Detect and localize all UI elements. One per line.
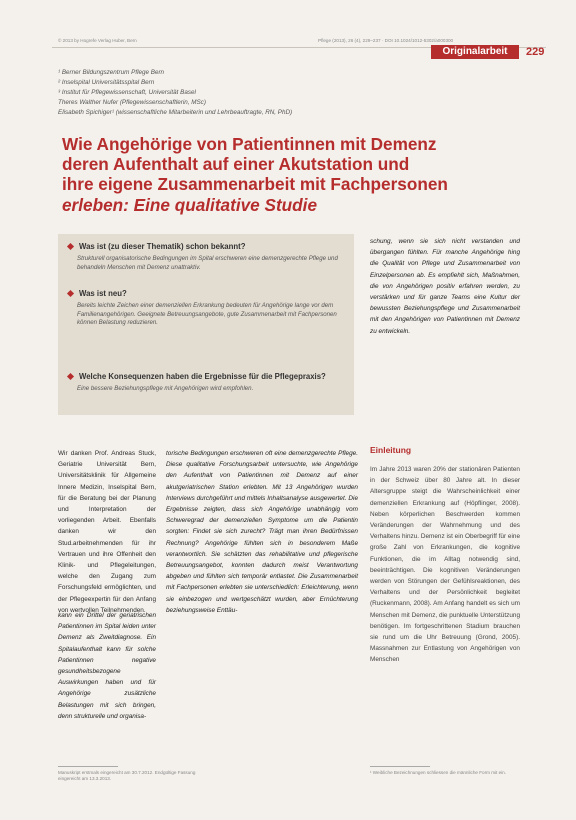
affiliation-3: ³ Institut für Pflegewissenschaft, Universität Basel bbox=[58, 89, 196, 96]
page-number: 229 bbox=[526, 46, 545, 58]
title-line-3: ihre eigene Zusammenarbeit mit Fachpersonen bbox=[62, 174, 448, 195]
author-2: Elisabeth Spichiger¹ (wissenschaftliche Mitarbeiterin und Lehrbeauftragte, RN, PhD) bbox=[58, 109, 293, 116]
footnote-rule-right bbox=[370, 766, 430, 767]
question-3: Welche Konsequenzen haben die Ergebnisse für die Pflegepraxis? bbox=[68, 372, 326, 381]
diamond-bullet-icon bbox=[67, 290, 74, 297]
answer-2: Bereits leichte Zeichen einer demenziellen Erkrankung bedeuten für Angehörige lange vor dem Familienangehörigen. Geeignete Betreuungsangebote, gute Zusammenarbeit mit Fachpersonen können Belastung reduzieren. bbox=[77, 302, 337, 327]
title-line-1: Wie Angehörige von Patientinnen mit Demenz bbox=[62, 134, 437, 154]
abstract-middle: torische Bedingungen erschweren oft eine demenzgerechte Pflege. Diese qualitative Forschungsarbeit untersuchte, wie Angehörige den Aufenthalt von Patientinnen mit Demenz auf einer akutgeriatrischen Station erlebten. Mit 13 Angehörigen wurden Interviews durchgeführt und mittels Inhaltsanalyse ausgewertet. Die Ergebnisse zeigten, dass sich Angehörige unabhängig vom Schweregrad der demenziellen Symptome um die Patientin sorgten: Findet sie sich zurecht? Trägt man ihren Bedürfnissen Rechnung? Angehörige fühlten sich in besonderem Maße verantwortlich. Sie schätzten das rehabilitative und pflegerische Betreuungsangebot, konnten dadurch meist Verantwortung abgeben und fühlten sich temporär entlastet. Die Zusammenarbeit mit Fachpersonen erlebten sie unterschiedlich: Erleichterung, wenn sie einbezogen und wertgeschätzt wurden, aber Ernüchterung beziehungsweise Enttäu- bbox=[166, 450, 358, 614]
article-title bbox=[62, 134, 532, 215]
section-badge: Originalarbeit bbox=[431, 45, 519, 59]
abstract-continuation: schung, wenn sie sich nicht verstanden und übergangen fühlten. Für manche Angehörige hing die Qualität von Pflege und Zusammenarbeit von Einzelpersonen ab. Es empfiehlt sich, Maßnahmen, die von Angehörigen positiv erfahren werden, zu verstärken und für ganze Teams eine Kultur der bewussten Beziehungspflege und Zusammenarbeit mit den Angehörigen von Patientinnen mit Demenz zu entwickeln. bbox=[370, 238, 520, 335]
affiliation-1: ¹ Berner Bildungszentrum Pflege Bern bbox=[58, 69, 165, 76]
affiliation-2: ² Inselspital Universitätsspital Bern bbox=[58, 79, 155, 86]
diamond-bullet-icon bbox=[67, 373, 74, 380]
section-heading-einleitung: Einleitung bbox=[370, 445, 412, 455]
footnote-rule-left bbox=[58, 766, 118, 767]
question-1: Was ist (zu dieser Thematik) schon bekannt? bbox=[68, 242, 246, 251]
acknowledgements: Wir danken Prof. Andreas Stuck, Geriatrie Universität Bern, Universitätsklinik für Allgemeine Innere Medizin, Inselspital Bern, für die Beratung bei der Planung und Interpretation der vorliegenden Arbeit. Ebenfalls danken wir den Stud.arbeitnehmenden für ihr Vertrauen und ihre Offenheit den Klinik- und Pflegeleitungen, welche den Zugang zum Forschungsfeld ermöglichten, und der Pflegeexpertin für den Anfang von wertvollen Teilnehmenden. bbox=[58, 450, 156, 614]
question-2: Was ist neu? bbox=[68, 289, 127, 298]
abstract-start: kann ein Drittel der geriatrischen Patientinnen im Spital leiden unter Demenz als Zweitdiagnose. Ein Spitalaufenthalt kann für solche Patientinnen negative gesundheitsbezogene Auswirkungen haben und für Angehörige zusätzliche Belastungen mit sich bringen, denn strukturelle und organisa- bbox=[58, 612, 156, 720]
title-line-4: erleben: Eine qualitative Studie bbox=[62, 194, 318, 215]
answer-3: Eine bessere Beziehungspflege mit Angehörigen wird empfohlen. bbox=[77, 385, 254, 392]
diamond-bullet-icon bbox=[67, 243, 74, 250]
footnote-right: ¹ Weibliche Bezeichnungen schliessen die männliche Form mit ein. bbox=[370, 770, 507, 775]
running-header-right: Pflege (2013), 26 (4), 229–237 · DOI 10.1024/1012-5302/a000300 bbox=[318, 38, 454, 43]
running-header-left: © 2013 by Hogrefe Verlag Huber, Bern bbox=[58, 38, 137, 43]
answer-1: Strukturell organisatorische Bedingungen im Spital erschweren eine demenzgerechte Pflege und behandeln Menschen mit Demenz unattraktiv. bbox=[77, 255, 338, 271]
key-points-box bbox=[58, 234, 354, 415]
title-line-2: deren Aufenthalt auf einer Akutstation und bbox=[62, 154, 410, 175]
footnote-left: Manuskript erstmals eingereicht am 30.7.2012. Endgültige Fassung eingereicht am 13.3.2013. bbox=[58, 770, 196, 781]
author-1: Theres Walther Nufer (Pflegewissenschaftlerin, MSc) bbox=[58, 99, 206, 106]
introduction-text: Im Jahre 2013 waren 20% der stationären Patienten in der Schweiz über 80 Jahre alt. In dieser Altersgruppe steigt die Wahrscheinlichkeit einer demenziellen Erkrankung auf (Höpflinger, 2008). Neben körperlichen Beschwerden kommen Veränderungen der Wahrnehmung und des Verhaltens hinzu. Demenz ist ein Oberbegriff für eine große Zahl von Erkrankungen, die kognitive Funktionen, die im Alltag notwendig sind, beeinträchtigen. Die kognitiven Veränderungen werden von Störungen der Gefühlsreaktionen, des Verhaltens und der Persönlichkeit begleitet (Ruckenmann, 2008). Am Anfang handelt es sich um Menschen mit Demenz, die punktuelle Unterstützung benötigen. Im fortgeschrittenen Stadium brauchen sie rund um die Uhr Betreuung (Grond, 2005). Massnahmen zur Entlastung von Angehörigen von Menschen bbox=[370, 466, 520, 664]
